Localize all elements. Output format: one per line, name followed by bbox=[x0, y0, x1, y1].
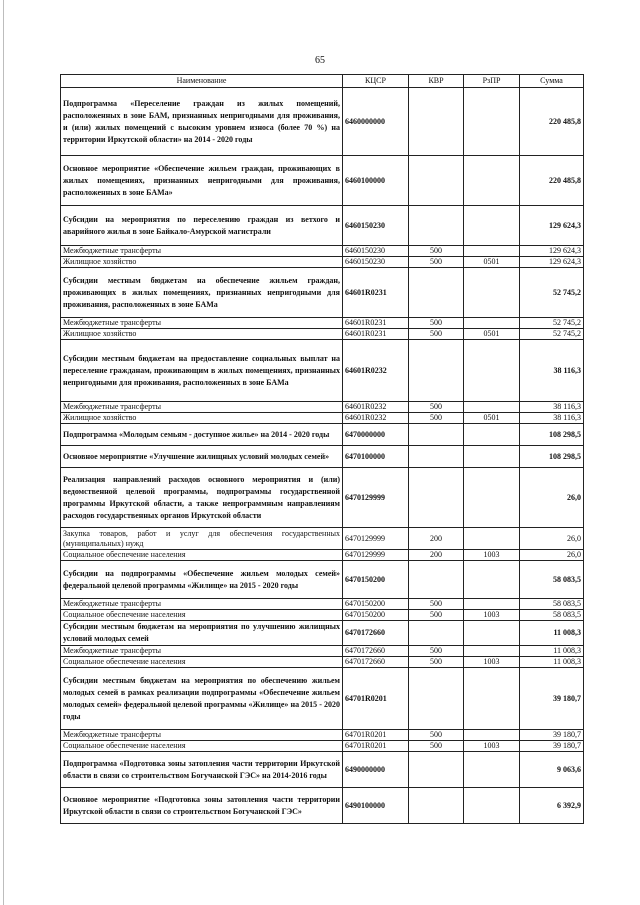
table-row bbox=[61, 257, 584, 268]
cell-rzpr bbox=[464, 340, 520, 402]
cell-kcsr: 64601R0232 bbox=[343, 413, 409, 424]
table-row bbox=[61, 318, 584, 329]
cell-rzpr: 0501 bbox=[464, 257, 520, 268]
cell-name: Субсидии местным бюджетам на обеспечение жильем граждан, проживающих в жилых помещениях, признанных непригодными для проживания, расположенных в зоне БАМа bbox=[61, 268, 343, 318]
cell-name: Межбюджетные трансферты bbox=[61, 646, 343, 657]
cell-rzpr: 1003 bbox=[464, 610, 520, 621]
table-row bbox=[61, 246, 584, 257]
cell-name: Жилищное хозяйство bbox=[61, 329, 343, 340]
cell-rzpr bbox=[464, 446, 520, 468]
cell-rzpr bbox=[464, 730, 520, 741]
cell-kcsr: 6470172660 bbox=[343, 657, 409, 668]
cell-rzpr: 0501 bbox=[464, 413, 520, 424]
table-row bbox=[61, 610, 584, 621]
table-row bbox=[61, 730, 584, 741]
cell-sum: 11 008,3 bbox=[520, 621, 584, 646]
cell-kcsr: 6470150200 bbox=[343, 599, 409, 610]
cell-rzpr bbox=[464, 468, 520, 528]
cell-rzpr bbox=[464, 788, 520, 824]
cell-rzpr bbox=[464, 646, 520, 657]
table-row bbox=[61, 424, 584, 446]
table-row bbox=[61, 446, 584, 468]
cell-sum: 11 008,3 bbox=[520, 657, 584, 668]
cell-name: Жилищное хозяйство bbox=[61, 257, 343, 268]
cell-name: Субсидии местным бюджетам на предоставление социальных выплат на переселение гражданам, проживающим в жилых помещениях, признанных непригодными для проживания, расположенных в зоне БАМа bbox=[61, 340, 343, 402]
cell-kcsr: 6470000000 bbox=[343, 424, 409, 446]
column-header-kcsr: КЦСР bbox=[343, 75, 409, 88]
cell-name: Жилищное хозяйство bbox=[61, 413, 343, 424]
cell-name: Субсидии местным бюджетам на мероприятия по улучшению жилищных условий молодых семей bbox=[61, 621, 343, 646]
cell-sum: 58 083,5 bbox=[520, 599, 584, 610]
cell-sum: 26,0 bbox=[520, 550, 584, 561]
cell-name: Закупка товаров, работ и услуг для обеспечения государственных (муниципальных) нужд bbox=[61, 528, 343, 550]
cell-name: Межбюджетные трансферты bbox=[61, 246, 343, 257]
cell-sum: 129 624,3 bbox=[520, 206, 584, 246]
table-row bbox=[61, 528, 584, 550]
table-row bbox=[61, 657, 584, 668]
cell-sum: 11 008,3 bbox=[520, 646, 584, 657]
cell-kcsr: 64701R0201 bbox=[343, 741, 409, 752]
cell-name: Реализация направлений расходов основного мероприятия и (или) ведомственной целевой программы, подпрограммы государственной программы Иркутской области, а также непрограммным направлениям расходов государственных органов Иркутской области bbox=[61, 468, 343, 528]
cell-kcsr: 64601R0231 bbox=[343, 268, 409, 318]
cell-name: Социальное обеспечение населения bbox=[61, 657, 343, 668]
table-row bbox=[61, 599, 584, 610]
cell-kvr bbox=[409, 446, 464, 468]
column-header-name: Наименование bbox=[61, 75, 343, 88]
cell-kcsr: 6460150230 bbox=[343, 257, 409, 268]
cell-name: Подпрограмма «Переселение граждан из жилых помещений, расположенных в зоне БАМ, признанных непригодными для проживания, и (или) жилых помещений с высоким уровнем износа (более 70 %) на территории Иркутской области» на 2014 - 2020 годы bbox=[61, 88, 343, 156]
cell-kvr bbox=[409, 424, 464, 446]
cell-rzpr bbox=[464, 318, 520, 329]
cell-sum: 6 392,9 bbox=[520, 788, 584, 824]
table-row bbox=[61, 668, 584, 730]
table-row bbox=[61, 88, 584, 156]
cell-name: Социальное обеспечение населения bbox=[61, 741, 343, 752]
cell-name: Субсидии на подпрограммы «Обеспечение жильем молодых семей» федеральной целевой программы «Жилище» на 2015 - 2020 годы bbox=[61, 561, 343, 599]
cell-kvr bbox=[409, 788, 464, 824]
table-row bbox=[61, 788, 584, 824]
cell-rzpr: 1003 bbox=[464, 550, 520, 561]
cell-kcsr: 64601R0231 bbox=[343, 318, 409, 329]
cell-kcsr: 6490000000 bbox=[343, 752, 409, 788]
cell-kvr bbox=[409, 561, 464, 599]
cell-kcsr: 6490100000 bbox=[343, 788, 409, 824]
cell-sum: 52 745,2 bbox=[520, 268, 584, 318]
cell-name: Межбюджетные трансферты bbox=[61, 599, 343, 610]
cell-name: Межбюджетные трансферты bbox=[61, 402, 343, 413]
cell-kcsr: 64701R0201 bbox=[343, 730, 409, 741]
cell-rzpr bbox=[464, 424, 520, 446]
cell-name: Социальное обеспечение населения bbox=[61, 610, 343, 621]
cell-kvr: 500 bbox=[409, 329, 464, 340]
cell-kcsr: 6470172660 bbox=[343, 646, 409, 657]
cell-kcsr: 6470172660 bbox=[343, 621, 409, 646]
table-row bbox=[61, 752, 584, 788]
table-row bbox=[61, 741, 584, 752]
table-header-row bbox=[61, 75, 584, 88]
cell-kvr: 500 bbox=[409, 257, 464, 268]
cell-rzpr bbox=[464, 402, 520, 413]
table-row bbox=[61, 561, 584, 599]
cell-rzpr: 1003 bbox=[464, 741, 520, 752]
cell-sum: 9 063,6 bbox=[520, 752, 584, 788]
cell-kcsr: 6460100000 bbox=[343, 156, 409, 206]
cell-kvr: 200 bbox=[409, 528, 464, 550]
cell-kcsr: 6470129999 bbox=[343, 528, 409, 550]
cell-sum: 39 180,7 bbox=[520, 668, 584, 730]
cell-kcsr: 64601R0231 bbox=[343, 329, 409, 340]
cell-rzpr bbox=[464, 156, 520, 206]
cell-kvr bbox=[409, 468, 464, 528]
page-scan-edge bbox=[3, 0, 4, 905]
table-row bbox=[61, 646, 584, 657]
cell-sum: 38 116,3 bbox=[520, 402, 584, 413]
table-body bbox=[61, 88, 584, 824]
cell-kvr: 500 bbox=[409, 610, 464, 621]
cell-kvr: 500 bbox=[409, 318, 464, 329]
cell-name: Субсидии местным бюджетам на мероприятия по обеспечению жильем молодых семей в рамках реализации подпрограммы «Обеспечение жильем молодых семей» федеральной целевой программы «Жилище» на 2015 - 2020 годы bbox=[61, 668, 343, 730]
cell-rzpr bbox=[464, 752, 520, 788]
cell-kvr bbox=[409, 621, 464, 646]
cell-kcsr: 6470100000 bbox=[343, 446, 409, 468]
cell-sum: 26,0 bbox=[520, 468, 584, 528]
budget-table bbox=[60, 74, 584, 824]
column-header-kvr: КВР bbox=[409, 75, 464, 88]
cell-kcsr: 64601R0232 bbox=[343, 340, 409, 402]
cell-rzpr bbox=[464, 561, 520, 599]
cell-sum: 39 180,7 bbox=[520, 730, 584, 741]
cell-kvr bbox=[409, 156, 464, 206]
cell-kvr bbox=[409, 88, 464, 156]
table-row bbox=[61, 621, 584, 646]
page-number: 65 bbox=[315, 55, 325, 66]
cell-kvr: 500 bbox=[409, 246, 464, 257]
table-row bbox=[61, 329, 584, 340]
cell-kcsr: 6460150230 bbox=[343, 246, 409, 257]
cell-kvr: 500 bbox=[409, 413, 464, 424]
cell-sum: 129 624,3 bbox=[520, 257, 584, 268]
cell-sum: 220 485,8 bbox=[520, 156, 584, 206]
column-header-rzpr: РзПР bbox=[464, 75, 520, 88]
cell-sum: 38 116,3 bbox=[520, 340, 584, 402]
table-row bbox=[61, 468, 584, 528]
cell-kvr: 500 bbox=[409, 741, 464, 752]
cell-sum: 108 298,5 bbox=[520, 424, 584, 446]
cell-rzpr bbox=[464, 88, 520, 156]
cell-sum: 52 745,2 bbox=[520, 318, 584, 329]
cell-rzpr: 1003 bbox=[464, 657, 520, 668]
cell-sum: 58 083,5 bbox=[520, 610, 584, 621]
cell-name: Социальное обеспечение населения bbox=[61, 550, 343, 561]
cell-kvr: 200 bbox=[409, 550, 464, 561]
cell-sum: 39 180,7 bbox=[520, 741, 584, 752]
cell-sum: 220 485,8 bbox=[520, 88, 584, 156]
cell-kcsr: 6460150230 bbox=[343, 206, 409, 246]
cell-sum: 38 116,3 bbox=[520, 413, 584, 424]
cell-kvr bbox=[409, 206, 464, 246]
cell-name: Подпрограмма «Молодым семьям - доступное жилье» на 2014 - 2020 годы bbox=[61, 424, 343, 446]
cell-rzpr bbox=[464, 206, 520, 246]
cell-kvr bbox=[409, 668, 464, 730]
cell-rzpr bbox=[464, 599, 520, 610]
cell-sum: 108 298,5 bbox=[520, 446, 584, 468]
cell-sum: 129 624,3 bbox=[520, 246, 584, 257]
cell-rzpr bbox=[464, 246, 520, 257]
column-header-sum: Сумма bbox=[520, 75, 584, 88]
cell-kcsr: 6470150200 bbox=[343, 610, 409, 621]
cell-kvr: 500 bbox=[409, 599, 464, 610]
cell-name: Основное мероприятие «Обеспечение жильем граждан, проживающих в жилых помещениях, признанных непригодными для проживания, расположенных в зоне БАМа» bbox=[61, 156, 343, 206]
cell-kvr bbox=[409, 340, 464, 402]
cell-kvr: 500 bbox=[409, 657, 464, 668]
cell-kvr bbox=[409, 268, 464, 318]
table-row bbox=[61, 402, 584, 413]
cell-kcsr: 64601R0232 bbox=[343, 402, 409, 413]
table-row bbox=[61, 206, 584, 246]
cell-kcsr: 6470129999 bbox=[343, 550, 409, 561]
cell-kvr: 500 bbox=[409, 402, 464, 413]
cell-kvr bbox=[409, 752, 464, 788]
cell-kcsr: 6460000000 bbox=[343, 88, 409, 156]
cell-name: Подпрограмма «Подготовка зоны затопления части территории Иркутской области в связи со строительством Богучанской ГЭС» на 2014-2016 годы bbox=[61, 752, 343, 788]
cell-rzpr bbox=[464, 621, 520, 646]
cell-name: Субсидии на мероприятия по переселению граждан из ветхого и аварийного жилья в зоне Байкало-Амурской магистрали bbox=[61, 206, 343, 246]
table-row bbox=[61, 156, 584, 206]
cell-name: Основное мероприятие «Подготовка зоны затопления части территории Иркутской области в связи со строительством Богучанской ГЭС» bbox=[61, 788, 343, 824]
table-row bbox=[61, 268, 584, 318]
cell-name: Межбюджетные трансферты bbox=[61, 730, 343, 741]
cell-kcsr: 6470150200 bbox=[343, 561, 409, 599]
table-row bbox=[61, 340, 584, 402]
table-row bbox=[61, 413, 584, 424]
cell-sum: 26,0 bbox=[520, 528, 584, 550]
cell-rzpr bbox=[464, 268, 520, 318]
cell-rzpr bbox=[464, 668, 520, 730]
cell-rzpr: 0501 bbox=[464, 329, 520, 340]
cell-kcsr: 6470129999 bbox=[343, 468, 409, 528]
cell-kcsr: 64701R0201 bbox=[343, 668, 409, 730]
table-row bbox=[61, 550, 584, 561]
cell-name: Основное мероприятие «Улучшение жилищных условий молодых семей» bbox=[61, 446, 343, 468]
cell-rzpr bbox=[464, 528, 520, 550]
cell-kvr: 500 bbox=[409, 730, 464, 741]
cell-sum: 52 745,2 bbox=[520, 329, 584, 340]
cell-sum: 58 083,5 bbox=[520, 561, 584, 599]
cell-name: Межбюджетные трансферты bbox=[61, 318, 343, 329]
cell-kvr: 500 bbox=[409, 646, 464, 657]
